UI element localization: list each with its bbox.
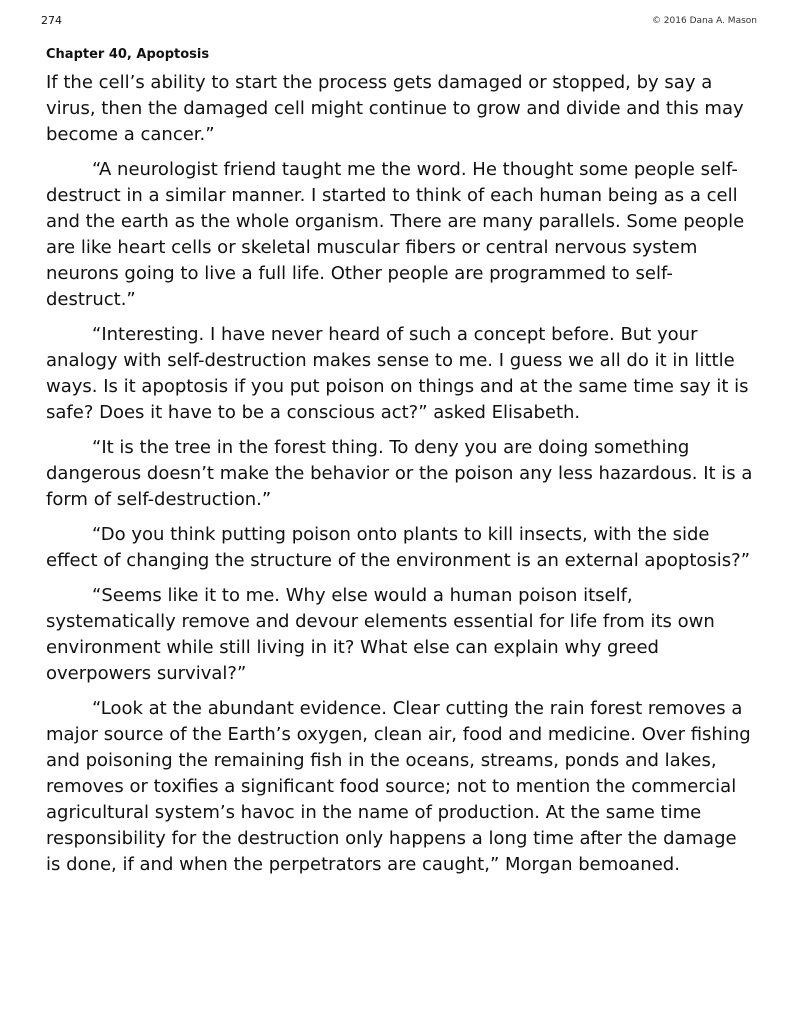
chapter-heading: Chapter 40, Apoptosis: [46, 47, 210, 62]
page-number: 274: [41, 14, 62, 27]
paragraph: “It is the tree in the forest thing. To deny you are doing something dangerous doesn’t make the behavior or the poison any less hazardous. It is a form of self-destruction.”: [46, 437, 753, 510]
body-text: [46, 70, 754, 887]
paragraph: “Look at the abundant evidence. Clear cutting the rain forest removes a major source of the Earth’s oxygen, clean air, food and medicine. Over fishing and poisoning the remaining fish in the oceans, streams, ponds and lakes, removes or toxifies a significant food source; not to mention the commercial agricultural system’s havoc in the name of production. At the same time responsibility for the destruction only happens a long time after the damage is done, if and when the perpetrators are caught,” Morgan bemoaned.: [46, 698, 751, 875]
paragraph: “Do you think putting poison onto plants to kill insects, with the side effect of changing the structure of the environment is an external apoptosis?”: [46, 524, 751, 571]
paragraph: “A neurologist friend taught me the word. He thought some people self-destruct in a similar manner. I started to think of each human being as a cell and the earth as the whole organism. There are many parallels. Some people are like heart cells or skeletal muscular fibers or central nervous system neurons going to live a full life. Other people are programmed to self-destruct.”: [46, 159, 745, 310]
paragraph: If the cell’s ability to start the process gets damaged or stopped, by say a virus, then the damaged cell might continue to grow and divide and this may become a cancer.”: [46, 72, 744, 145]
paragraph: “Interesting. I have never heard of such a concept before. But your analogy with self-destruction makes sense to me. I guess we all do it in little ways. Is it apoptosis if you put poison on things and at the same time say it is safe? Does it have to be a conscious act?” asked Elisabeth.: [46, 324, 749, 423]
copyright-notice: © 2016 Dana A. Mason: [651, 16, 757, 26]
paragraph: “Seems like it to me. Why else would a human poison itself, systematically remove and devour elements essential for life from its own environment while still living in it? What else can explain why greed overpowers survival?”: [46, 585, 715, 684]
